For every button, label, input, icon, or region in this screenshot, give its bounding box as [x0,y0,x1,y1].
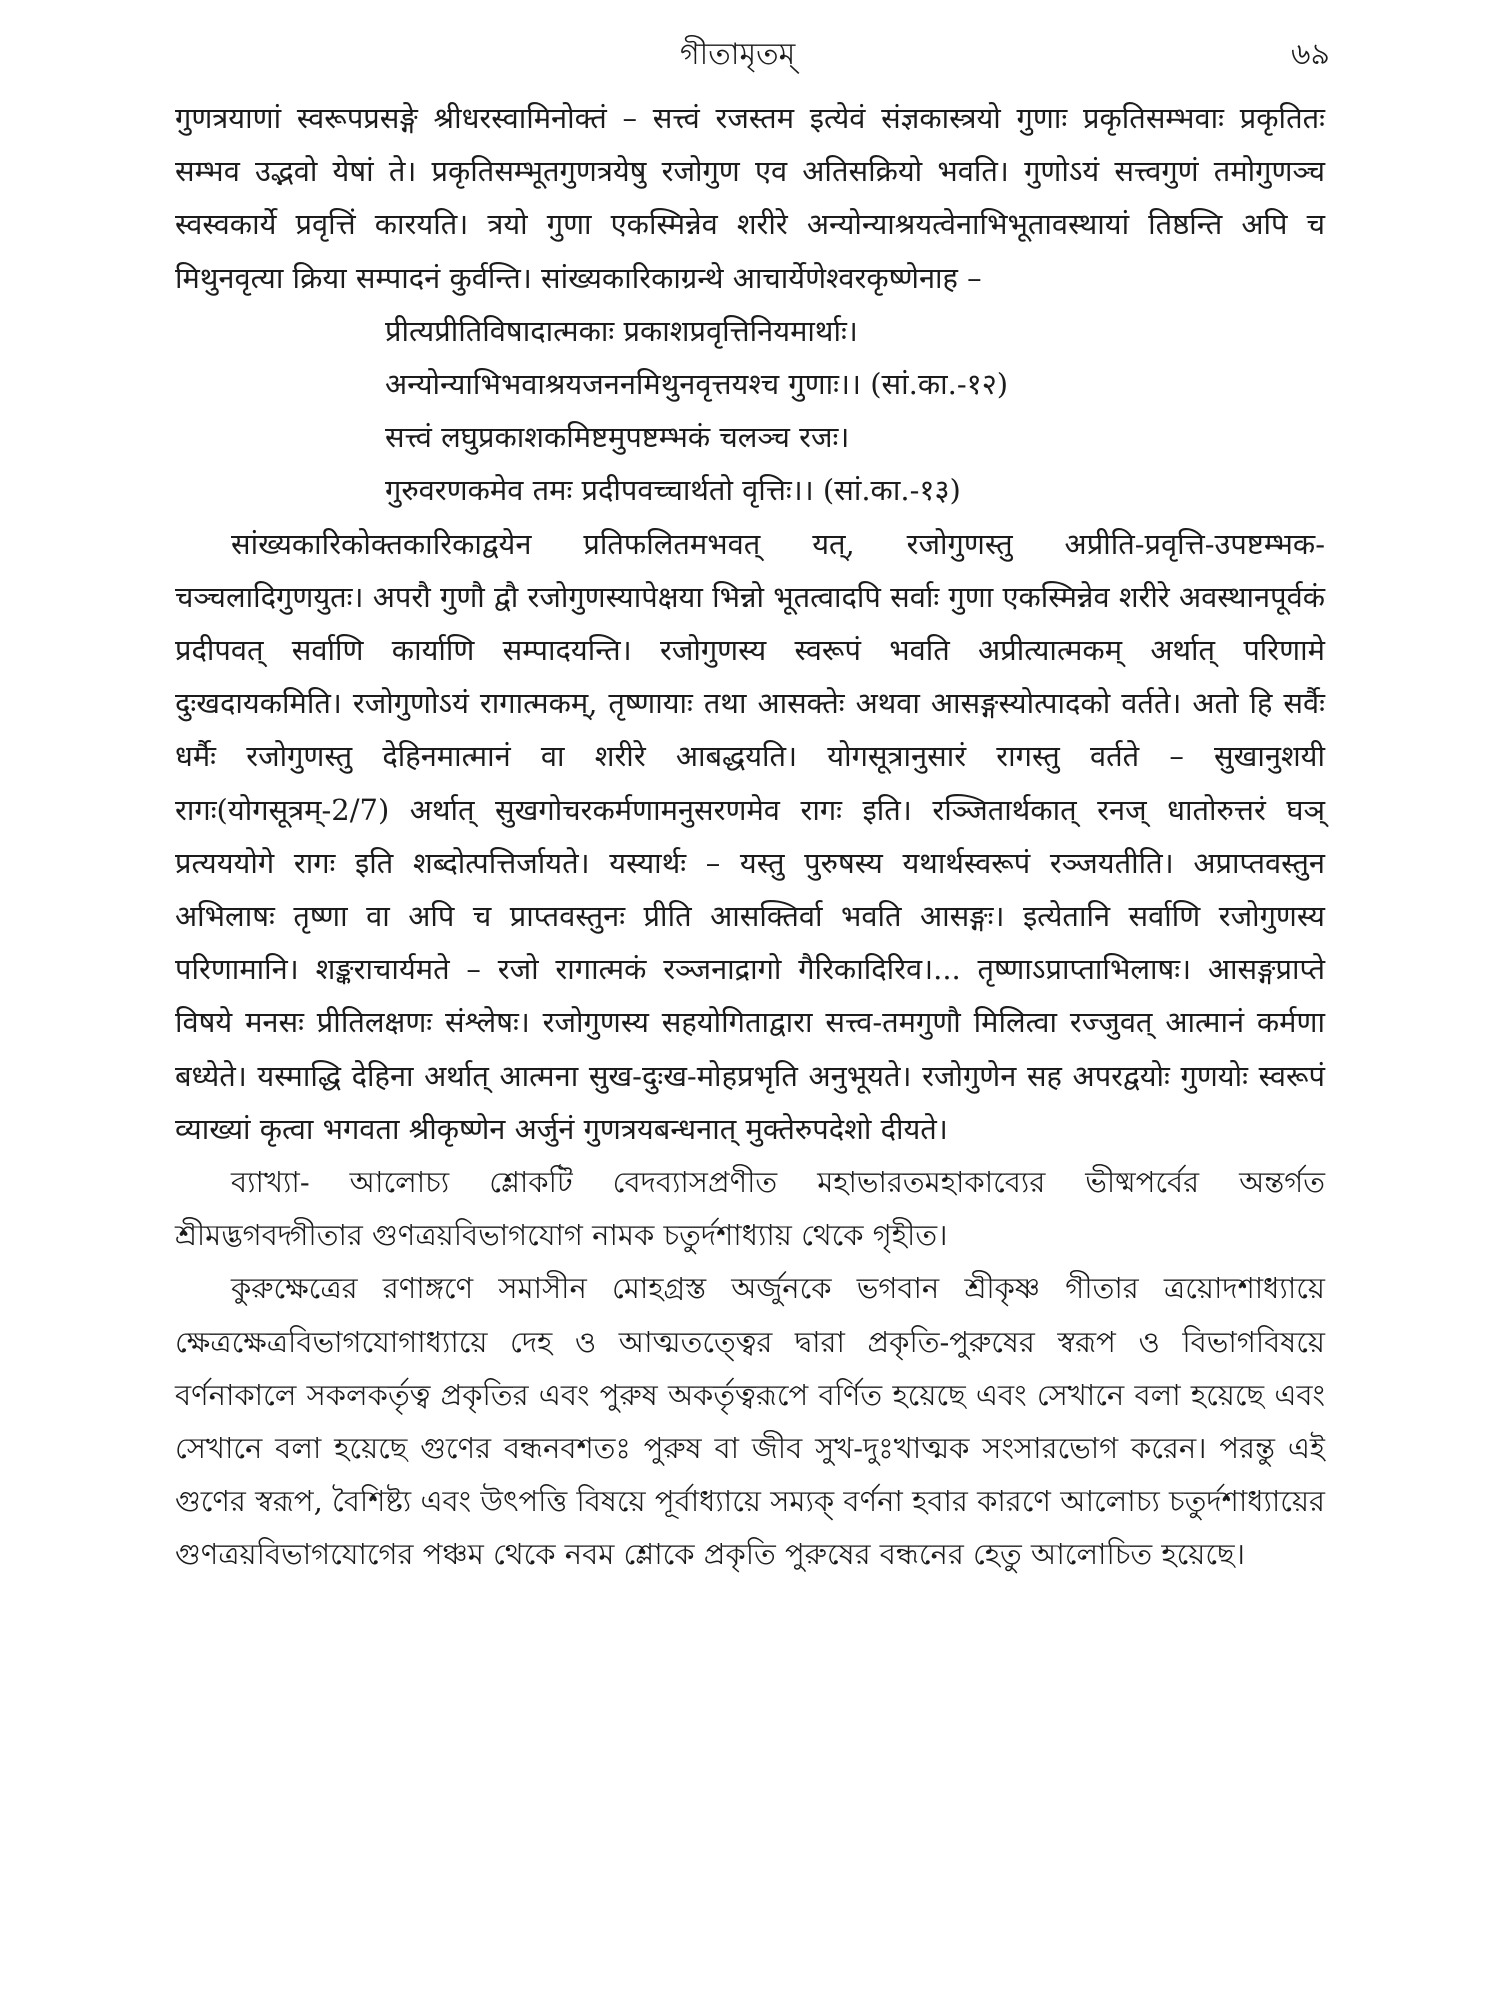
verse-line: सत्त्वं लघुप्रकाशकमिष्टमुपष्टम्भकं चलञ्च रजः। [385,420,850,455]
paragraph-rajoguna: सांख्यकारिकोक्तकारिकाद्वयेन प्रतिफलितमभवत् यत्, रजोगुणस्तु अप्रीति-प्रवृत्ति-उपष्टम्भक-चञ्चलादिगुणयुतः। अपरौ गुणौ द्वौ रजोगुणस्यापेक्षया भिन्नो भूतत्वादपि सर्वाः गुणा एकस्मिन्नेव शरीरे अवस्थानपूर्वकं प्रदीपवत् सर्वाणि कार्याणि सम्पादयन्ति। रजोगुणस्य स्वरूपं भवति अप्रीत्यात्मकम् अर्थात् परिणामे दुःखदायकमिति। रजोगुणोऽयं रागात्मकम्, तृष्णायाः तथा आसक्तेः अथवा आसङ्गस्योत्पादको वर्तते। अतो हि सर्वैः धर्मैः रजोगुणस्तु देहिनमात्मानं वा शरीरे आबद्धयति। योगसूत्रानुसारं रागस्तु वर्तते – सुखानुशयी रागः(योगसूत्रम्-2/7) अर्थात् सुखगोचरकर्मणामनुसरणमेव रागः इति। रञ्जितार्थकात् रनज् धातोरुत्तरं घञ् प्रत्यययोगे रागः इति शब्दोत्पत्तिर्जायते। यस्यार्थः – यस्तु पुरुषस्य यथार्थस्वरूपं रञ्जयतीति। अप्राप्तवस्तुन अभिलाषः तृष्णा वा अपि च प्राप्तवस्तुनः प्रीति आसक्तिर्वा भवति आसङ्गः। इत्येतानि सर्वाणि रजोगुणस्य परिणामानि। शङ्कराचार्यमते – रजो रागात्मकं रञ्जनाद्रागो गैरिकादिरिव।... तृष्णाऽप्राप्ताभिलाषः। आसङ्गप्राप्ते विषये मनसः प्रीतिलक्षणः संश्लेषः। रजोगुणस्य सहयोगिताद्वारा सत्त्व-तमगुणौ मिलित्वा रज्जुवत् आत्मानं कर्मणा बध्येते। यस्माद्धि देहिना अर्थात् आत्मना सुख-दुःख-मोहप्रभृति अनुभूयते। रजोगुणेन सह अपरद्वयोः गुणयोः स्वरूपं व्याख्यां कृत्वा भगवता श्रीकृष्णेन अर्जुनं गुणत्रयबन्धनात् मुक्तेरुपदेशो दीयते। [175,526,1325,1146]
running-title: গীতামৃতম্ [680,37,796,72]
page-header [0,30,1500,80]
verse-line: गुरुवरणकमेव तमः प्रदीपवच्चार्थतो वृत्तिः।। (सां.का.-१३) [385,473,961,508]
verse-line: अन्योन्याभिभवाश्रयजननमिथुनवृत्तयश्च गुणाः।। (सां.का.-१२) [385,367,1009,402]
paragraph-vyakhya: ব্যাখ্যা- আলোচ্য শ্লোকটি বেদব্যাসপ্রণীত মহাভারতমহাকাব্যের ভীষ্মপর্বের অন্তর্গত শ্রীমদ্ভগবদ্গীতার গুণত্রয়বিভাগযোগ নামক চতুর্দশাধ্যায় থেকে গৃহীত। [175,1165,1325,1253]
paragraph-guna-intro: गुणत्रयाणां स्वरूपप्रसङ्गे श्रीधरस्वामिनोक्तं – सत्त्वं रजस्तम इत्येवं संज्ञकास्त्रयो गुणाः प्रकृतिसम्भवाः प्रकृतितः सम्भव उद्भवो येषां ते। प्रकृतिसम्भूतगुणत्रयेषु रजोगुण एव अतिसक्रियो भवति। गुणोऽयं सत्त्वगुणं तमोगुणञ्च स्वस्वकार्ये प्रवृत्तिं कारयति। त्रयो गुणा एकस्मिन्नेव शरीरे अन्योन्याश्रयत्वेनाभिभूतावस्थायां तिष्ठन्ति अपि च मिथुनवृत्या क्रिया सम्पादनं कुर्वन्ति। सांख्यकारिकाग्रन्थे आचार्येणेश्वरकृष्णेनाह – [175,101,1325,295]
verse-line: प्रीत्यप्रीतिविषादात्मकाः प्रकाशप्रवृत्तिनियमार्थाः। [385,313,858,348]
paragraph-kurukshetra: কুরুক্ষেত্রের রণাঙ্গণে সমাসীন মোহগ্রস্ত অর্জুনকে ভগবান শ্রীকৃষ্ণ গীতার ত্রয়োদশাধ্যায়ে ক্ষেত্রক্ষেত্রবিভাগযোগাধ্যায়ে দেহ ও আত্মতত্ত্বের দ্বারা প্রকৃতি-পুরুষের স্বরূপ ও বিভাগবিষয়ে বর্ণনাকালে সকলকর্তৃত্ব প্রকৃতির এবং পুরুষ অকর্তৃত্বরূপে বর্ণিত হয়েছে এবং সেখানে বলা হয়েছে এবং সেখানে বলা হয়েছে গুণের বন্ধনবশতঃ পুরুষ বা জীব সুখ-দুঃখাত্মক সংসারভোগ করেন। পরন্তু এই গুণের স্বরূপ, বৈশিষ্ট্য এবং উৎপত্তি বিষয়ে পূর্বাধ্যায়ে সম্যক্ বর্ণনা হবার কারণে আলোচ্য চতুর্দশাধ্যায়ের গুণত্রয়বিভাগযোগের পঞ্চম থেকে নবম শ্লোকে প্রকৃতি পুরুষের বন্ধনের হেতু আলোচিত হয়েছে। [175,1271,1325,1572]
page-body [175,92,1325,1582]
page-number: ৬৯ [1291,37,1330,72]
